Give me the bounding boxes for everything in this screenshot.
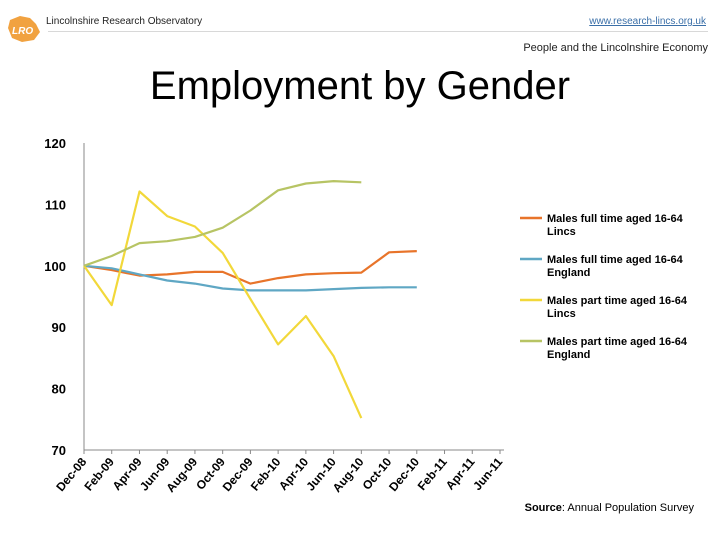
legend-label: Lincs xyxy=(547,308,576,320)
x-tick-label: Feb-09 xyxy=(81,454,118,494)
x-tick-label: Apr-09 xyxy=(109,454,145,494)
x-tick-label: Dec-10 xyxy=(386,454,423,495)
legend-label: Lincs xyxy=(547,226,576,238)
legend-label: Males part time aged 16-64 xyxy=(547,295,688,307)
x-tick-label: Aug-10 xyxy=(329,454,367,496)
org-name: Lincolnshire Research Observatory xyxy=(46,16,203,27)
x-tick-label: Jun-09 xyxy=(136,454,173,494)
x-tick-label: Apr-10 xyxy=(276,454,312,494)
legend-label: Males full time aged 16-64 xyxy=(547,254,683,266)
page-title: Employment by Gender xyxy=(149,64,571,108)
x-tick-label: Apr-11 xyxy=(442,454,478,493)
source-text: : Annual Population Survey xyxy=(561,502,694,514)
logo-text: LRO xyxy=(12,26,34,37)
series-line-0 xyxy=(84,251,417,284)
x-tick-label: Jun-10 xyxy=(303,454,339,494)
legend-label: England xyxy=(547,349,591,361)
source-label: Source xyxy=(524,502,562,514)
y-tick-label: 120 xyxy=(44,136,66,151)
y-tick-label: 80 xyxy=(51,381,66,397)
y-tick-label: 70 xyxy=(51,443,66,458)
x-tick-label: Aug-09 xyxy=(163,454,201,496)
x-tick-label: Jun-11 xyxy=(470,454,506,494)
section-title: People and the Lincolnshire Economy xyxy=(523,42,708,54)
y-tick-label: 90 xyxy=(51,320,66,336)
x-tick-label: Dec-09 xyxy=(219,454,256,495)
legend-label: Males full time aged 16-64 xyxy=(547,213,683,225)
legend-label: Males part time aged 16-64 xyxy=(547,336,688,348)
source-note xyxy=(525,502,694,514)
x-tick-label: Oct-10 xyxy=(359,454,395,493)
x-tick-label: Feb-10 xyxy=(247,454,284,494)
x-tick-label: Dec-08 xyxy=(53,454,90,495)
x-tick-label: Feb-11 xyxy=(414,454,450,494)
y-tick-label: 100 xyxy=(44,258,66,274)
series-line-2 xyxy=(84,192,361,419)
y-tick-label: 110 xyxy=(45,197,66,213)
site-link[interactable]: www.research-lincs.org.uk xyxy=(589,16,706,27)
legend-label: England xyxy=(547,267,591,279)
x-tick-label: Oct-09 xyxy=(193,454,228,493)
